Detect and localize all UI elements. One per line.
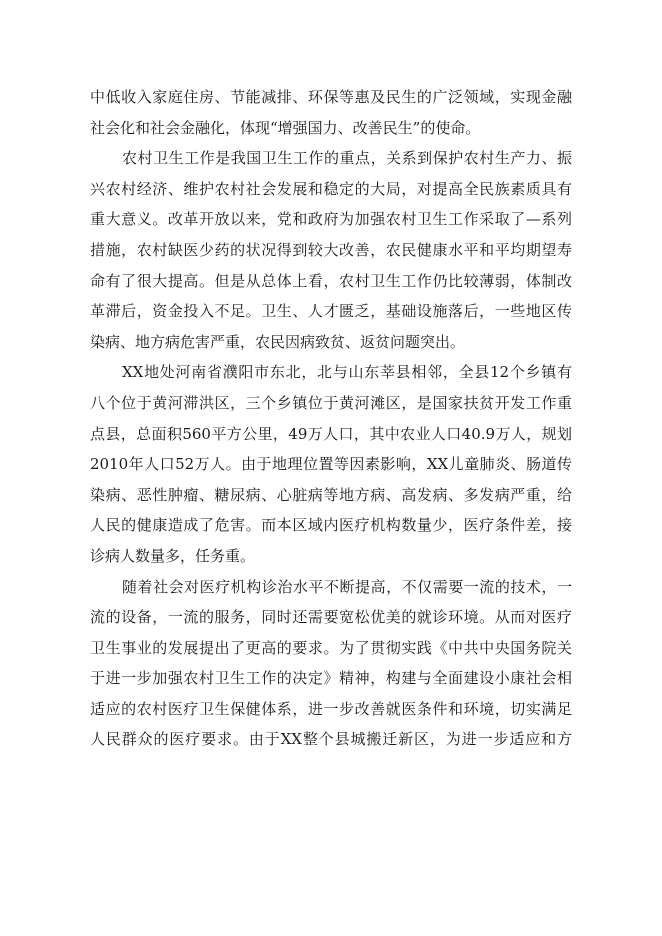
text-line: 2010年人口52万人。由于地理位置等因素影响，XX儿童肺炎、肠道传 [90,455,572,474]
text-line: 适应的农村医疗卫生保健体系，进一步改善就医条件和环境，切实满足 [90,699,572,718]
text-line: 革滞后，资金投入不足。卫生、人才匮乏，基础设施落后，一些地区传 [90,302,572,321]
text-line: 随着社会对医疗机构诊治水平不断提高，不仅需要一流的技术，一 [122,577,572,596]
text-line: 诊病人数量多，任务重。 [90,546,256,565]
paragraph-2 [90,143,572,357]
text-line: 八个位于黄河滞洪区，三个乡镇位于黄河滩区，是国家扶贫开发工作重 [90,393,572,412]
paragraph-3 [90,357,572,571]
text-line: 人民群众的医疗要求。由于XX整个县城搬迁新区，为进一步适应和方 [90,730,572,749]
text-line: 人民的健康造成了危害。而本区域内医疗机构数量少，医疗条件差，接 [90,516,572,535]
text-line: 农村卫生工作是我国卫生工作的重点，关系到保护农村生产力、振 [122,149,572,168]
text-line: 命有了很大提高。但是从总体上看，农村卫生工作仍比较薄弱，体制改 [90,271,572,290]
text-line: 于进一步加强农村卫生工作的决定》精神，构建与全面建设小康社会相 [90,669,572,688]
text-line: 卫生事业的发展提出了更高的要求。为了贯彻实践《中共中央国务院关 [90,638,572,657]
text-line: 中低收入家庭住房、节能减排、环保等惠及民生的广泛领域，实现金融 [90,88,572,106]
text-line: 点县，总面积560平方公里，49万人口，其中农业人口40.9万人，规划 [90,424,572,443]
text-line: 染病、恶性肿瘤、糖尿病、心脏病等地方病、高发病、多发病严重，给 [90,485,572,504]
text-line: 染病、地方病危害严重，农民因病致贫、返贫问题突出。 [90,332,466,351]
text-line: 重大意义。改革开放以来，党和政府为加强农村卫生工作采取了—系列 [90,210,572,229]
text-line: 兴农村经济、维护农村社会发展和稳定的大局，对提高全民族素质具有 [90,179,572,198]
text-line: 社会化和社会金融化，体现“增强国力、改善民生”的使命。 [90,118,481,137]
text-line: XX地处河南省濮阳市东北，北与山东莘县相邻，全县12个乡镇有 [122,363,572,382]
text-line: 措施，农村缺医少药的状况得到较大改善，农民健康水平和平均期望寿 [90,240,572,259]
text-line: 流的设备，一流的服务，同时还需要宽松优美的就诊环境。从而对医疗 [90,608,572,627]
paragraph-1 [90,82,572,143]
document-body [90,82,572,755]
paragraph-4 [90,572,572,756]
